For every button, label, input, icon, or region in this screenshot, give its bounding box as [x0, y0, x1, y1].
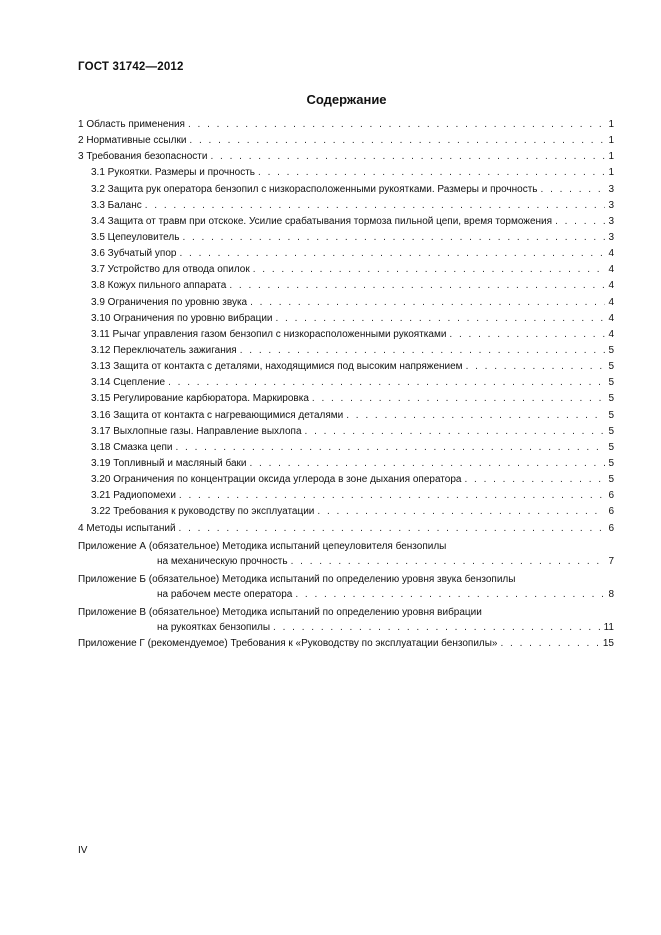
toc-rows: [78, 119, 614, 539]
toc-entry-appendix[interactable]: [78, 607, 614, 638]
toc-entry-label: 3.12 Переключатель зажигания: [91, 344, 237, 356]
toc-entry-label: 3.9 Ограничения по уровню звука: [91, 296, 248, 308]
toc-entry-page: 5: [608, 409, 614, 421]
toc-entry-page: 3: [608, 215, 614, 227]
toc-entry[interactable]: [78, 361, 614, 377]
toc-entry-page: 5: [608, 377, 614, 389]
toc-entry[interactable]: [78, 506, 614, 522]
leader-dots: [145, 200, 606, 211]
toc-entry-label: 3.17 Выхлопные газы. Направление выхлопа: [91, 425, 302, 437]
toc-entry-page: 7: [608, 555, 614, 567]
toc-entry-page: 3: [608, 231, 614, 243]
toc-entry[interactable]: [78, 200, 614, 216]
toc-entry-page: 5: [608, 425, 614, 437]
toc-entry-label: 3.15 Регулирование карбюратора. Маркировка: [91, 393, 309, 405]
leader-dots: [250, 458, 606, 469]
toc-entry-appendix-g[interactable]: [78, 638, 614, 654]
toc-entry[interactable]: [78, 345, 614, 361]
leader-dots: [179, 248, 605, 259]
toc-entry-label: 3.14 Сцепление: [91, 377, 166, 389]
leader-dots: [346, 410, 605, 421]
toc-entry-label: 3.22 Требования к руководству по эксплуатации: [91, 506, 315, 518]
leader-dots: [464, 474, 605, 485]
toc-entry-page: 4: [608, 328, 614, 340]
toc-entry[interactable]: [78, 410, 614, 426]
toc-entry-page: 6: [608, 490, 614, 502]
toc-entry-page: 4: [608, 248, 614, 260]
toc-entry[interactable]: [78, 280, 614, 296]
toc-entry[interactable]: [78, 523, 614, 539]
leader-dots: [305, 426, 606, 437]
toc-entry-page: 5: [608, 344, 614, 356]
table-of-contents: [78, 119, 614, 654]
toc-entry-page: 5: [608, 393, 614, 405]
leader-dots: [276, 313, 606, 324]
toc-entry-page: 11: [603, 621, 614, 633]
leader-dots: [312, 393, 606, 404]
appendix-title: Приложение Б (обязательное) Методика испытаний по определению уровня звука бензопилы: [78, 573, 516, 585]
toc-entry-label: на рукоятках бензопилы: [157, 621, 271, 633]
toc-entry-label: 3.2 Защита рук оператора бензопил с низкорасположенными рукоятками. Размеры и прочность: [91, 183, 538, 195]
leader-dots: [175, 442, 605, 453]
toc-entry[interactable]: [78, 264, 614, 280]
toc-entry-page: 5: [608, 474, 614, 486]
leader-dots: [295, 589, 605, 600]
leader-dots: [188, 119, 605, 130]
toc-entry-page: 5: [608, 457, 614, 469]
appendix-title-continuation: [78, 622, 614, 638]
appendix-title: Приложение А (обязательное) Методика испытаний цепеуловителя бензопилы: [78, 540, 447, 552]
toc-entry-label: 3.13 Защита от контакта с деталями, находящимися под высоким напряжением: [91, 361, 463, 373]
toc-entry-label: 3.10 Ограничения по уровню вибрации: [91, 312, 273, 324]
toc-entry-label: 3.5 Цепеуловитель: [91, 231, 180, 243]
appendix-title-continuation: [78, 556, 614, 572]
toc-entry[interactable]: [78, 216, 614, 232]
leader-dots: [258, 167, 605, 178]
toc-entry-page: 6: [608, 506, 614, 518]
appendix-title: Приложение В (обязательное) Методика испытаний по определению уровня вибрации: [78, 606, 482, 618]
toc-entry-label: 3.1 Рукоятки. Размеры и прочность: [91, 167, 256, 179]
toc-entry-page: 6: [608, 522, 614, 534]
toc-entry-label: 3 Требования безопасности: [78, 151, 208, 163]
leader-dots: [273, 622, 601, 633]
page-title-container: [0, 92, 661, 107]
toc-entry-label: 3.11 Рычаг управления газом бензопил с низкорасположенными рукоятками: [91, 328, 447, 340]
toc-entry-label: Приложение Г (рекомендуемое) Требования к «Руководству по эксплуатации бензопилы»: [78, 637, 498, 649]
leader-dots: [250, 297, 605, 308]
toc-entry-page: 15: [602, 637, 614, 649]
toc-entry[interactable]: [78, 232, 614, 248]
toc-entry-label: 3.6 Зубчатый упор: [91, 248, 177, 260]
toc-entry-page: 1: [608, 119, 614, 130]
toc-entry[interactable]: [78, 426, 614, 442]
leader-dots: [501, 638, 600, 649]
toc-entry[interactable]: [78, 167, 614, 183]
appendix-title-continuation: [78, 589, 614, 605]
leader-dots: [291, 556, 606, 567]
toc-entry[interactable]: [78, 248, 614, 264]
toc-entry-page: 1: [608, 151, 614, 163]
toc-entry-label: 3.21 Радиопомехи: [91, 490, 176, 502]
toc-entry-label: 1 Область применения: [78, 119, 185, 130]
toc-entry-page: 4: [608, 296, 614, 308]
toc-entry-label: 3.18 Смазка цепи: [91, 441, 173, 453]
toc-entry[interactable]: [78, 377, 614, 393]
toc-entry-label: на рабочем месте оператора: [157, 588, 293, 600]
toc-entry-page: 8: [608, 588, 614, 600]
page-number: IV: [78, 845, 88, 856]
toc-entry-appendix[interactable]: [78, 574, 614, 605]
toc-entry-label: 3.19 Топливный и масляный баки: [91, 457, 247, 469]
leader-dots: [210, 151, 605, 162]
toc-entry-label: 3.7 Устройство для отвода опилок: [91, 264, 250, 276]
leader-dots: [189, 135, 605, 146]
toc-entry-page: 5: [608, 361, 614, 373]
leader-dots: [179, 490, 606, 501]
toc-entry-page: 4: [608, 312, 614, 324]
toc-entry-label: 3.4 Защита от травм при отскоке. Усилие срабатывания тормоза пильной цепи, время торможения: [91, 215, 553, 227]
toc-entry[interactable]: [78, 490, 614, 506]
toc-entry[interactable]: [78, 393, 614, 409]
leader-dots: [317, 506, 605, 517]
leader-dots: [555, 216, 605, 227]
toc-entry[interactable]: [78, 151, 614, 167]
leader-dots: [168, 377, 605, 388]
toc-entry-page: 3: [608, 199, 614, 211]
appendix-rows: [78, 541, 614, 638]
toc-entry-label: 3.3 Баланс: [91, 199, 142, 211]
toc-entry-label: 3.20 Ограничения по концентрации оксида углерода в зоне дыхания оператора: [91, 474, 462, 486]
page-title: Содержание: [306, 92, 387, 107]
toc-entry[interactable]: [78, 119, 614, 135]
toc-entry[interactable]: [78, 329, 614, 345]
leader-dots: [240, 345, 606, 356]
toc-entry[interactable]: [78, 184, 614, 200]
toc-entry-page: 1: [608, 135, 614, 147]
toc-entry-label: 2 Нормативные ссылки: [78, 135, 187, 147]
toc-entry[interactable]: [78, 135, 614, 151]
toc-entry-page: 5: [608, 441, 614, 453]
leader-dots: [253, 264, 606, 275]
leader-dots: [466, 361, 606, 372]
toc-entry[interactable]: [78, 474, 614, 490]
toc-entry-page: 3: [608, 183, 614, 195]
toc-entry-page: 4: [608, 264, 614, 276]
leader-dots: [182, 232, 605, 243]
toc-entry-page: 4: [608, 280, 614, 292]
toc-entry[interactable]: [78, 458, 614, 474]
leader-dots: [229, 280, 605, 291]
toc-entry[interactable]: [78, 313, 614, 329]
leader-dots: [449, 329, 605, 340]
toc-entry-label: 4 Методы испытаний: [78, 522, 176, 534]
toc-entry-page: 1: [608, 167, 614, 179]
document-code: ГОСТ 31742—2012: [78, 61, 184, 73]
leader-dots: [541, 184, 606, 195]
leader-dots: [179, 523, 606, 534]
toc-entry-label: 3.16 Защита от контакта с нагревающимися деталями: [91, 409, 344, 421]
toc-entry-appendix[interactable]: [78, 541, 614, 572]
toc-entry[interactable]: [78, 442, 614, 458]
toc-entry[interactable]: [78, 297, 614, 313]
toc-entry-label: 3.8 Кожух пильного аппарата: [91, 280, 227, 292]
toc-entry-label: на механическую прочность: [157, 555, 288, 567]
